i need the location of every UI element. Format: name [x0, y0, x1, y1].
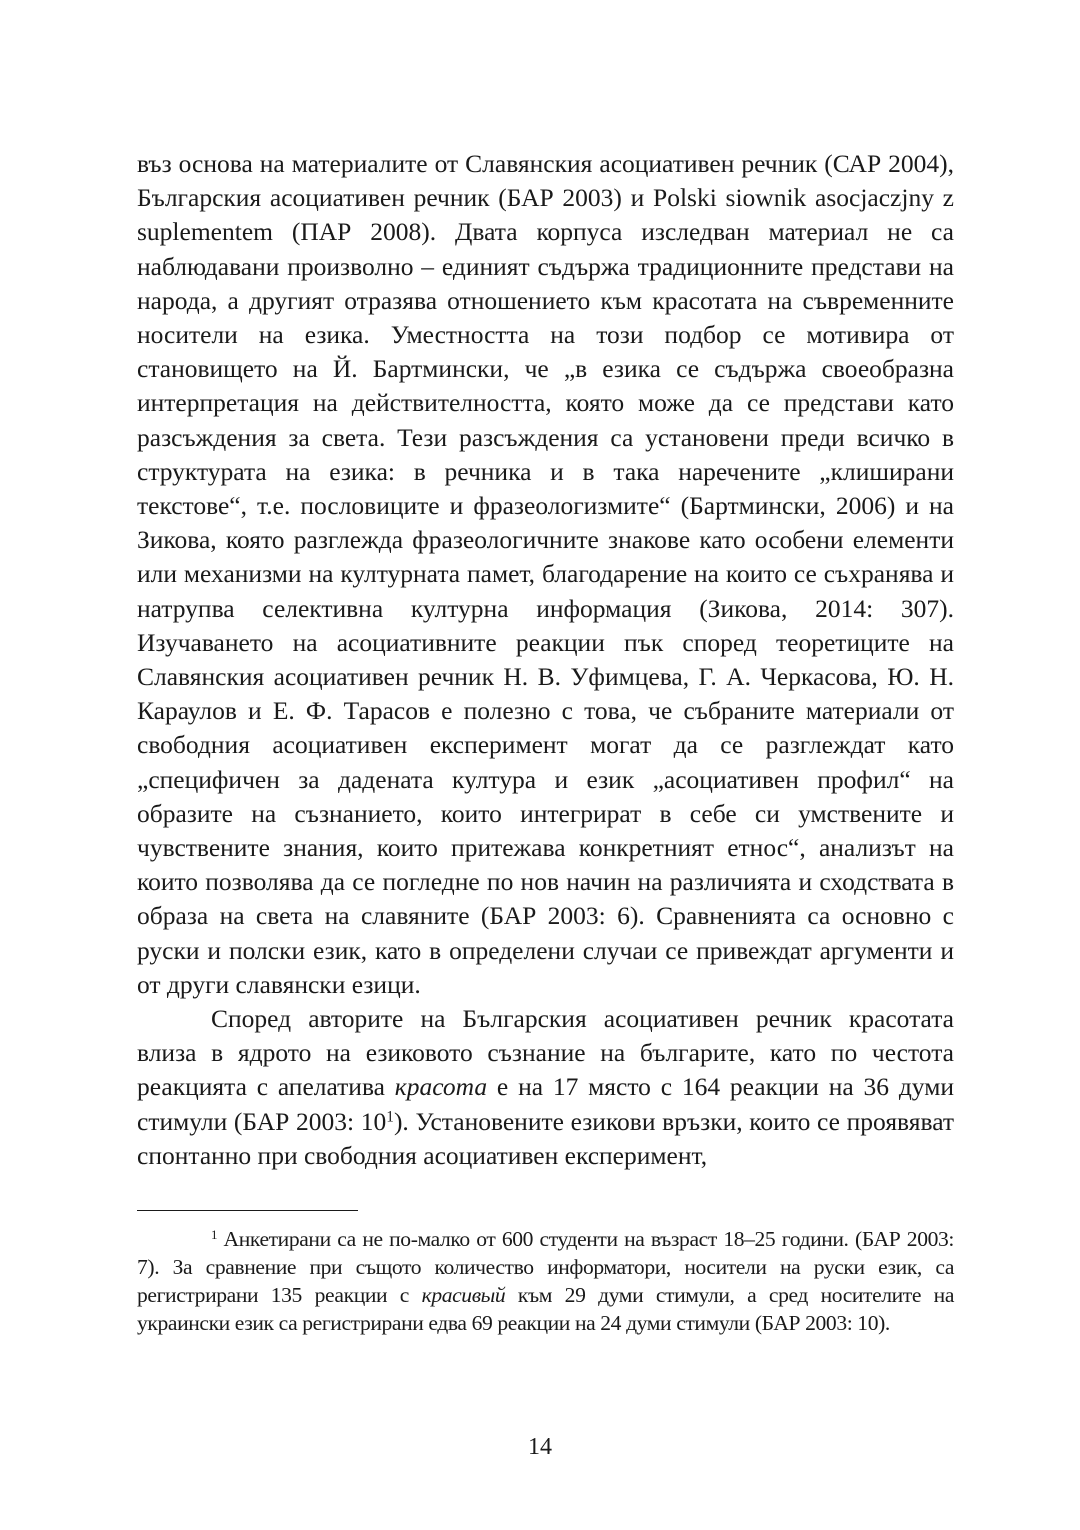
- paragraph-1: [137, 147, 954, 1002]
- footnote-italic-term: красивый: [421, 1283, 506, 1307]
- paragraph-1-text: въз основа на материалите от Славянския асоциативен речник (САР 2004), Българския асоциативен речник (БАР 2003) и Polski siownik asocjaczjny z suplementem (ПАР 2008). Двата корпуса изследван материал не са наблюдавани произволно – единият съдържа традиционните представи на народа, а другият отразява отношението към красотата на съвременните носители на езика. Уместността на този подбор се мотивира от становището на Й. Бартмински, че „в езика се съдържа своеобразна интерпретация на действителността, която може да се представи като разсъждения за света. Тези разсъждения са установени преди всичко в структурата на езика: в речника и в така наречените „клиширани текстове“, т.е. пословиците и фразеологизмите“ (Бартмински, 2006) и на Зикова, която разглежда фразеологичните знакове като особени елементи или механизми на културната памет, благодарение на които се съхранява и натрупва селективна културна информация (Зикова, 2014: 307). Изучаването на асоциативните реакции пък според теоретиците на Славянския асоциативен речник Н. В. Уфимцева, Г. А. Черкасова, Ю. Н. Караулов и Е. Ф. Тарасов е полезно с това, че събраните материали от свободния асоциативен експеримент могат да се разглеждат като „специфичен за дадената култура и език „асоциативен профил“ на образите на съзнанието, които интегрират в себе си умствените и чувствените знания, които притежава конкретният етнос“, анализът на които позволява да се погледне по нов начин на различията и сходствата в образа на света на славяните (БАР 2003: 6). Сравненията са основно с руски и полски език, като в определени случаи се привеждат аргументи и от други славянски езици.: [137, 149, 954, 999]
- footnote-marker: 1: [211, 1226, 218, 1242]
- footnote-reference: 1: [386, 1108, 394, 1126]
- footnote: [137, 1225, 954, 1337]
- paragraph-2-text-a: Според авторите на Българския асоциативен речник красотата влиза в ядрото на езиковото съзнание на българите, като по честота реакцията с апелатива: [137, 1004, 954, 1102]
- footnote-text: [137, 1225, 954, 1337]
- paragraph-2: [137, 1002, 954, 1173]
- main-text: [137, 147, 954, 1173]
- footnote-divider: [137, 1210, 358, 1211]
- page-number: 14: [528, 1434, 552, 1460]
- paragraph-2-text-b: е на 17 място с 164 реакции на 36 думи стимули (БАР 2003: 10: [137, 1072, 954, 1136]
- paragraph-2-italic-term: красота: [394, 1072, 488, 1102]
- footnote-text-a: Анкетирани са не по-малко от 600 студенти на възраст 18–25 години. (БАР 2003: 7). За сравнение при същото количество информатори, носители на руски език, са регистрирани 135 реакции с: [137, 1227, 954, 1307]
- paragraph-2-text-c: ). Установените езикови връзки, които се проявяват спонтанно при свободния асоциативен експеримент,: [137, 1106, 954, 1170]
- footnote-text-b: към 29 думи стимули, а сред носителите на украински език са регистрирани едва 69 реакции на 24 думи стимули (БАР 2003: 10).: [137, 1283, 954, 1335]
